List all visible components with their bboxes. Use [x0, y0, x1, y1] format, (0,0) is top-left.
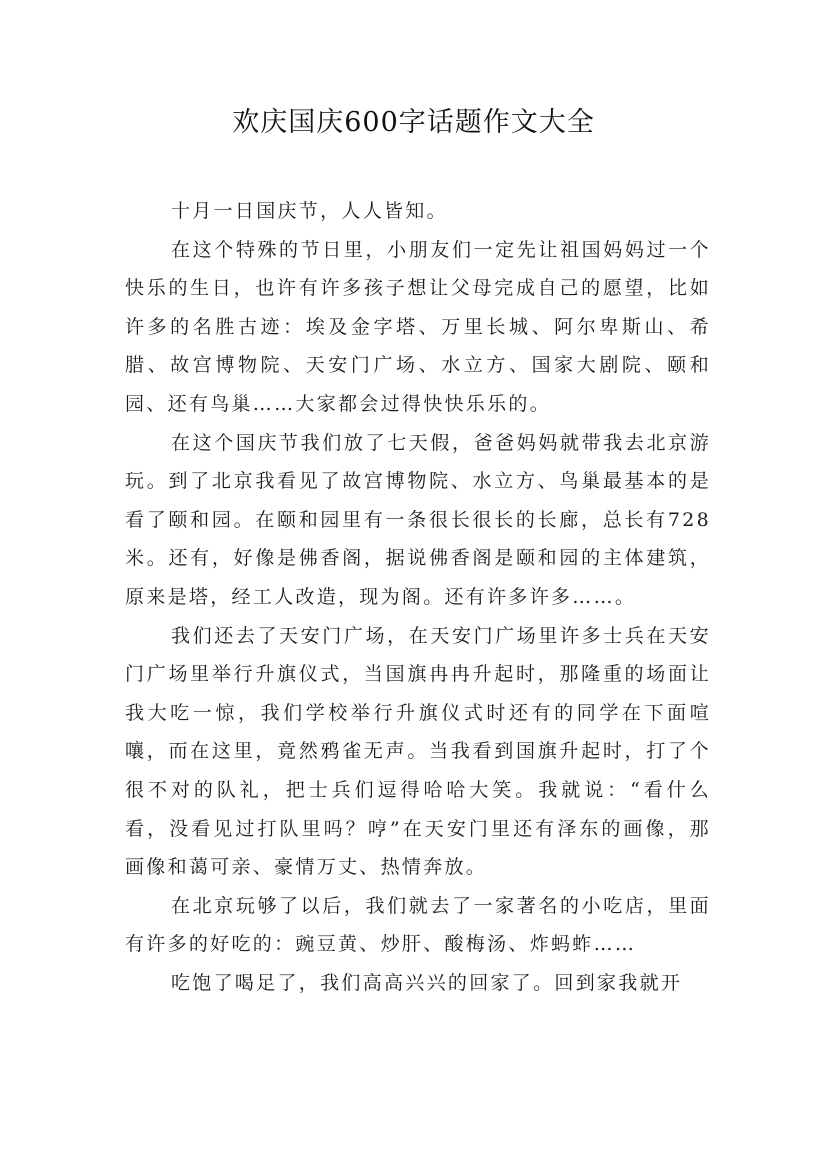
paragraph: 在这个特殊的节日里，小朋友们一定先让祖国妈妈过一个快乐的生日，也许有许多孩子想让父母完成自己的愿望，比如许多的名胜古迹：埃及金字塔、万里长城、阿尔卑斯山、希腊、故宫博物院、天安门广场、水立方、国家大剧院、颐和园、还有鸟巢……大家都会过得快快乐乐的。: [125, 238, 711, 415]
paragraph: 我们还去了天安门广场，在天安门广场里许多士兵在天安门广场里举行升旗仪式，当国旗冉冉升起时，那隆重的场面让我大吃一惊，我们学校举行升旗仪式时还有的同学在下面喧嚷，而在这里，竟然鸦雀无声。当我看到国旗升起时，打了个很不对的队礼，把士兵们逗得哈哈大笑。我就说：“看什么看，没看见过打队里吗？哼”在天安门里还有泽东的画像，那画像和蔼可亲、豪情万丈、热情奔放。: [125, 624, 711, 879]
document-body: [125, 192, 711, 1002]
paragraph: 十月一日国庆节，人人皆知。: [171, 200, 448, 222]
paragraph: 在北京玩够了以后，我们就去了一家著名的小吃店，里面有许多的好吃的：豌豆黄、炒肝、酸梅汤、炸蚂蚱……: [125, 894, 711, 956]
paragraph: 在这个国庆节我们放了七天假，爸爸妈妈就带我去北京游玩。到了北京我看见了故宫博物院、水立方、鸟巢最基本的是看了颐和园。在颐和园里有一条很长很长的长廊，总长有728米。还有，好像是佛香阁，据说佛香阁是颐和园的主体建筑，原来是塔，经工人改造，现为阁。还有许多许多……。: [125, 431, 711, 608]
paragraph: 吃饱了喝足了，我们高高兴兴的回家了。回到家我就开: [171, 971, 683, 994]
document-title: 欢庆国庆600字话题作文大全: [232, 107, 595, 138]
